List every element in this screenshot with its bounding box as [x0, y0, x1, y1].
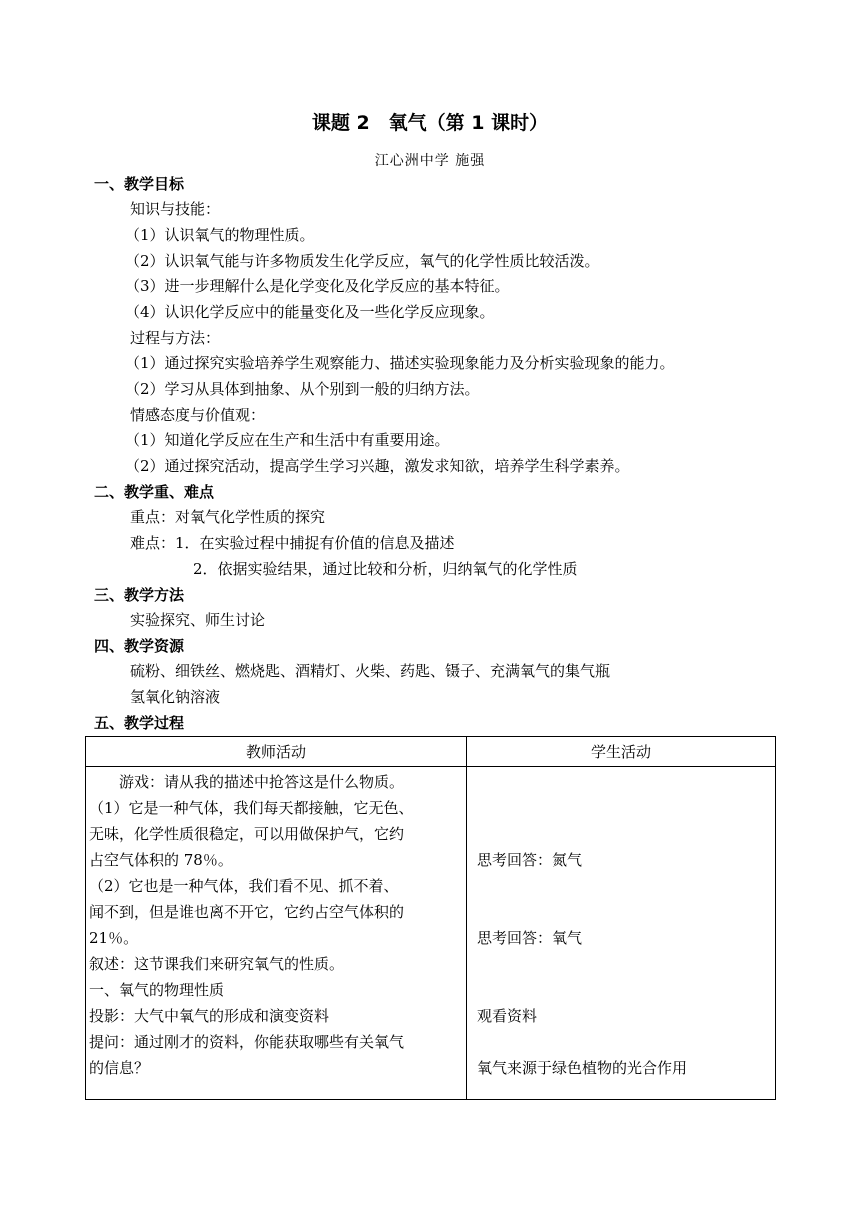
list-item: （1）通过探究实验培养学生观察能力、描述实验现象能力及分析实验现象的能力。: [125, 354, 675, 372]
subheading: 情感态度与价值观：: [130, 406, 266, 424]
teacher-cell: [86, 767, 467, 1100]
student-line: 思考回答：氮气: [477, 851, 583, 869]
table-row: [86, 767, 776, 1100]
subheading: 过程与方法：: [130, 329, 221, 347]
list-item: （1）认识氧气的物理性质。: [125, 226, 315, 244]
list-item: （2）学习从具体到抽象、从个别到一般的归纳方法。: [125, 380, 480, 398]
resources-text: 氢氧化钠溶液: [130, 688, 221, 706]
column-header-teacher: 教师活动: [86, 737, 467, 767]
section-heading: 二、教学重、难点: [94, 483, 215, 501]
resources-text: 硫粉、细铁丝、燃烧匙、酒精灯、火柴、药匙、镊子、充满氧气的集气瓶: [130, 662, 611, 680]
section-heading: 一、教学目标: [94, 175, 185, 193]
teacher-line: 提问：通过刚才的资料，你能获取哪些有关氧气: [89, 1033, 405, 1051]
subheading: 知识与技能：: [130, 200, 221, 218]
teacher-line: 无味，化学性质很稳定，可以用做保护气，它约: [89, 825, 405, 843]
key-point: 重点：对氧气化学性质的探究: [130, 508, 326, 526]
table-header-row: [86, 737, 776, 767]
list-item: （2）通过探究活动，提高学生学习兴趣，激发求知欲，培养学生科学素养。: [125, 457, 630, 475]
teacher-line: 的信息？: [89, 1059, 150, 1077]
teacher-line: 叙述：这节课我们来研究氧气的性质。: [89, 955, 345, 973]
column-header-student: 学生活动: [467, 737, 776, 767]
section-heading: 四、教学资源: [94, 637, 185, 655]
list-item: （1）知道化学反应在生产和生活中有重要用途。: [125, 431, 450, 449]
page-title: 课题 2 氧气（第 1 课时）: [311, 112, 549, 134]
teacher-line: （2）它也是一种气体，我们看不见、抓不着、: [89, 877, 399, 895]
difficulty-point: 难点：1．在实验过程中捕捉有价值的信息及描述: [130, 534, 455, 552]
teacher-line: 一、氧气的物理性质: [89, 981, 225, 999]
methods-text: 实验探究、师生讨论: [130, 611, 266, 629]
process-table: [85, 736, 776, 1100]
section-heading: 五、教学过程: [94, 714, 185, 732]
teacher-line: 占空气体积的 78％。: [89, 851, 233, 869]
teacher-line: 游戏：请从我的描述中抢答这是什么物质。: [89, 773, 405, 791]
teacher-line: 投影：大气中氧气的形成和演变资料: [89, 1007, 330, 1025]
student-line: 观看资料: [477, 1007, 538, 1025]
student-cell: [467, 767, 776, 1100]
list-item: （3）进一步理解什么是化学变化及化学反应的基本特征。: [125, 277, 510, 295]
list-item: （2）认识氧气能与许多物质发生化学反应，氧气的化学性质比较活泼。: [125, 252, 600, 270]
section-heading: 三、教学方法: [94, 586, 185, 604]
teacher-line: （1）它是一种气体，我们每天都接触，它无色、: [89, 799, 414, 817]
author: 江心洲中学 施强: [374, 153, 486, 169]
teacher-line: 21％。: [89, 929, 139, 947]
student-line: 思考回答：氧气: [477, 929, 583, 947]
list-item: （4）认识化学反应中的能量变化及一些化学反应现象。: [125, 303, 495, 321]
student-line: 氧气来源于绿色植物的光合作用: [477, 1059, 688, 1077]
difficulty-point: 2．依据实验结果，通过比较和分析，归纳氧气的化学性质: [193, 560, 578, 578]
teacher-line: 闻不到，但是谁也离不开它，它约占空气体积的: [89, 903, 405, 921]
